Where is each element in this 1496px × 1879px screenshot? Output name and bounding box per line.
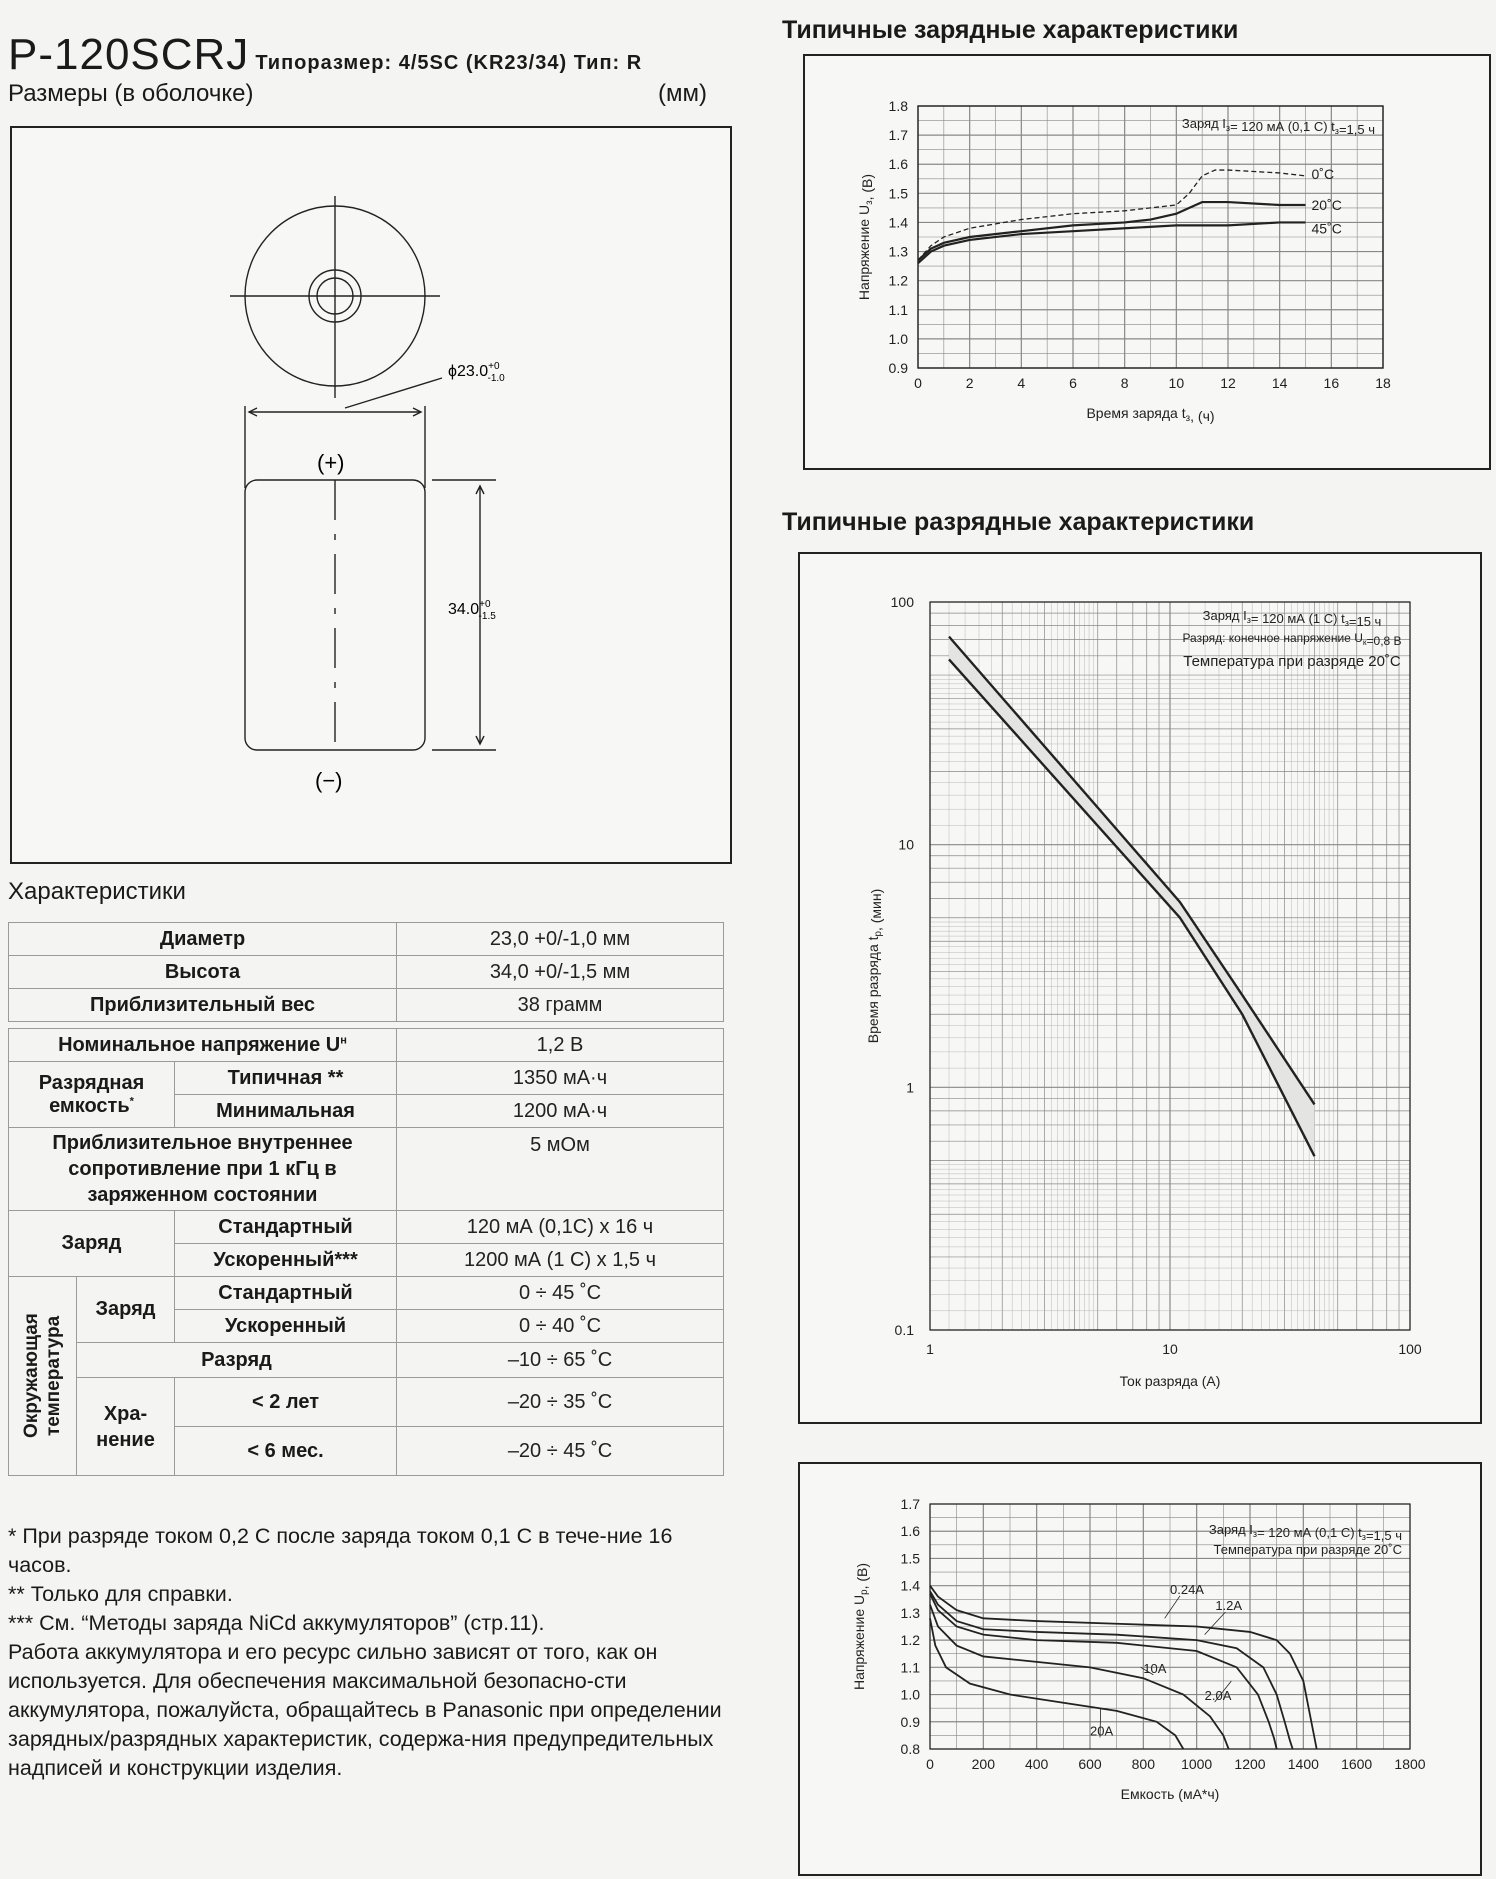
- series-label: 1.2A: [1215, 1598, 1243, 1614]
- model-subtitle: Типоразмер: 4/5SC (KR23/34) Тип: R: [255, 52, 643, 74]
- y-tick-label: 0.9: [900, 1713, 920, 1730]
- y-tick-label: 1.4: [888, 214, 908, 231]
- dimensions-label: Размеры (в оболочке): [8, 80, 254, 107]
- y-tick-label: 1.4: [900, 1577, 920, 1594]
- footnotes: [8, 1522, 728, 1783]
- units-label: (мм): [658, 80, 707, 107]
- chart-annotation: Температура при разряде 20˚С: [1213, 1542, 1402, 1557]
- discharge-voltage-chart-panel: [798, 1462, 1482, 1876]
- x-tick-label: 8: [1120, 375, 1129, 391]
- nominal-voltage-label: Номинальное напряжение $U^н$: [9, 1029, 397, 1062]
- y-tick-label: 1.6: [900, 1523, 920, 1540]
- series-label: 0.24A: [1170, 1581, 1204, 1597]
- footnote-1: * При разряде током 0,2 С после заряда током 0,1 С в тече-ние 16 часов.: [8, 1524, 673, 1577]
- x-tick-label: 0: [926, 1756, 934, 1772]
- storage-2y-value: –20 ÷ 35 ˚С: [397, 1378, 724, 1427]
- series-label: 20A: [1090, 1723, 1114, 1739]
- table-row: [9, 1128, 724, 1211]
- footnote-2: ** Только для справки.: [8, 1582, 233, 1606]
- y-tick-label: 1.1: [900, 1659, 920, 1676]
- y-tick-label: 0.8: [900, 1741, 920, 1757]
- ambient-discharge-value: –10 ÷ 65 ˚С: [397, 1343, 724, 1378]
- ambient-charge-std-label: Стандартный: [175, 1277, 397, 1310]
- capacity-label: Разрядная емкость*: [9, 1062, 175, 1128]
- y-tick-label: 1.2: [900, 1632, 920, 1649]
- chart-annotation: Заряд $I_з= 120$ мА (0,1 С) $t_з=1,5$ ч: [1181, 116, 1375, 137]
- discharge-time-chart-panel: [798, 552, 1482, 1424]
- y-axis-label: Напряжение $U_з$, (В): [856, 173, 875, 301]
- label-leader: [1205, 1612, 1226, 1635]
- charge-chart: [805, 56, 1489, 468]
- series-band: [949, 637, 1314, 1157]
- y-tick-label: 1.5: [900, 1550, 920, 1567]
- y-tick-label: 1.3: [888, 243, 908, 260]
- x-tick-label: 1400: [1287, 1756, 1319, 1772]
- resistance-value: 5 мОм: [397, 1128, 724, 1211]
- capacity-typical-label: Типичная **: [175, 1062, 397, 1095]
- plus-terminal-label: (+): [317, 450, 345, 475]
- capacity-typical-value: 1350 мА·ч: [397, 1062, 724, 1095]
- x-tick-label: 6: [1069, 375, 1077, 391]
- series-label: 0˚C: [1311, 165, 1335, 182]
- dimension-drawing: [10, 126, 732, 864]
- x-tick-label: 18: [1375, 375, 1391, 391]
- specs-title: Характеристики: [8, 878, 186, 905]
- y-tick-label: 1.8: [888, 98, 908, 114]
- ambient-storage-label: Хра-нение: [77, 1378, 175, 1476]
- x-tick-label: 0: [914, 375, 922, 391]
- table-row: [9, 1277, 724, 1310]
- series-label: 45˚C: [1311, 220, 1342, 237]
- chart-annotation: Заряд $I_з= 120$ мА (0,1 С) $t_з=1,5$ ч: [1208, 1522, 1402, 1543]
- diameter-label-cell: Диаметр: [9, 923, 397, 956]
- charge-standard-label: Стандартный: [175, 1211, 397, 1244]
- x-tick-label: 10: [1162, 1341, 1178, 1357]
- ambient-charge-fast-label: Ускоренный: [175, 1310, 397, 1343]
- x-tick-label: 100: [1398, 1341, 1422, 1357]
- capacity-min-value: 1200 мА·ч: [397, 1095, 724, 1128]
- minus-terminal-label: (−): [315, 768, 343, 793]
- series-line: [949, 659, 1314, 1156]
- table-row: [9, 956, 724, 989]
- x-tick-label: 1200: [1234, 1756, 1266, 1772]
- y-tick-label: 1.6: [888, 156, 908, 173]
- charge-label: Заряд: [9, 1211, 175, 1277]
- chart-annotation: Разряд: конечное напряжение $U_к=0,8$ В: [1182, 631, 1402, 648]
- charge-chart-panel: [803, 54, 1491, 470]
- chart-annotation: Температура при разряде 20˚С: [1183, 653, 1401, 670]
- table-row: [9, 989, 724, 1022]
- footnote-4: Работа аккумулятора и его ресурс сильно зависят от того, как он используется. Для обеспечения максимальной безопасно-сти аккумулятора, пожалуйста, обращайтесь в Panasonic при определении зарядных/разрядных характеристик, содержа-ния предупредительных надписей и конструкции изделия.: [8, 1640, 722, 1780]
- ambient-temperature-label: Окружающая температура: [9, 1277, 77, 1476]
- table-row: [9, 1343, 724, 1378]
- y-axis-label: Напряжение $U_р$, (В): [851, 1562, 870, 1691]
- weight-label: Приблизительный вес: [9, 989, 397, 1022]
- charge-fast-value: 1200 мА (1 С) х 1,5 ч: [397, 1244, 724, 1277]
- model-name: P-120SCRJ: [8, 30, 250, 79]
- y-tick-label: 1.7: [888, 127, 908, 144]
- weight-value: 38 грамм: [397, 989, 724, 1022]
- x-axis-label: Время заряда $t_з$, (ч): [1086, 405, 1215, 424]
- y-tick-label: 1.5: [888, 185, 908, 202]
- resistance-label: Приблизительное внутреннее сопротивление при 1 кГц в заряженном состоянии: [9, 1128, 397, 1211]
- x-tick-label: 2: [965, 375, 974, 391]
- x-tick-label: 14: [1271, 375, 1288, 391]
- diameter-value: 23,0 +0/-1,0 мм: [397, 923, 724, 956]
- y-tick-label: 1.1: [888, 301, 908, 318]
- x-tick-label: 400: [1024, 1756, 1049, 1772]
- height-label: $34.0^{+0}$ -1.5: [448, 599, 496, 622]
- height-label-cell: Высота: [9, 956, 397, 989]
- y-tick-label: 1.0: [900, 1686, 920, 1703]
- discharge-time-chart: [800, 554, 1480, 1422]
- x-tick-label: 10: [1168, 375, 1185, 391]
- charge-fast-label: Ускоренный***: [175, 1244, 397, 1277]
- series-label: 10A: [1143, 1660, 1167, 1676]
- capacity-min-label: Минимальная: [175, 1095, 397, 1128]
- series-label: 2.0A: [1204, 1688, 1232, 1703]
- y-tick-label: 1.0: [888, 330, 908, 347]
- diameter-label: $\phi 23.0^{+0}$ -1.0: [448, 361, 505, 384]
- y-tick-label: 10: [898, 836, 914, 853]
- nominal-voltage-value: 1,2 В: [397, 1029, 724, 1062]
- specs-table: [8, 922, 724, 1476]
- series-label: 20˚C: [1311, 196, 1342, 213]
- storage-2y-label: < 2 лет: [175, 1378, 397, 1427]
- charge-chart-title: Типичные зарядные характеристики: [782, 16, 1239, 44]
- storage-6m-label: < 6 мес.: [175, 1427, 397, 1476]
- footnote-3: *** См. “Методы заряда NiCd аккумуляторов” (стр.11).: [8, 1611, 545, 1635]
- table-row: [9, 923, 724, 956]
- ambient-charge-std-value: 0 ÷ 45 ˚С: [397, 1277, 724, 1310]
- x-tick-label: 16: [1323, 375, 1340, 391]
- table-row: [9, 1378, 724, 1427]
- table-row: [9, 1211, 724, 1244]
- table-row: [9, 1029, 724, 1062]
- x-tick-label: 1600: [1341, 1756, 1373, 1772]
- height-value: 34,0 +0/-1,5 мм: [397, 956, 724, 989]
- table-row: [9, 1062, 724, 1095]
- page-title: [8, 30, 642, 80]
- y-tick-label: 0.9: [888, 360, 908, 376]
- y-tick-label: 1.7: [900, 1496, 920, 1512]
- x-axis-label: Емкость (мА*ч): [1120, 1786, 1220, 1802]
- x-axis-label: Ток разряда (А): [1119, 1373, 1221, 1389]
- storage-6m-value: –20 ÷ 45 ˚С: [397, 1427, 724, 1476]
- discharge-voltage-chart: [800, 1464, 1480, 1874]
- y-tick-label: 1.2: [888, 272, 908, 289]
- y-tick-label: 1.3: [900, 1604, 920, 1621]
- y-tick-label: 1: [906, 1079, 914, 1096]
- y-tick-label: 0.1: [894, 1322, 914, 1338]
- battery-drawing-svg: [12, 128, 730, 862]
- ambient-charge-label: Заряд: [77, 1277, 175, 1343]
- x-tick-label: 4: [1017, 375, 1026, 391]
- x-tick-label: 1800: [1394, 1756, 1426, 1772]
- y-axis-label: Время разряда $t_р$, (мин): [865, 888, 884, 1044]
- ambient-charge-fast-value: 0 ÷ 40 ˚С: [397, 1310, 724, 1343]
- series-line: [918, 170, 1306, 260]
- chart-annotation: Заряд $I_з= 120$ мА (1 С) $t_з=15$ ч: [1202, 608, 1382, 629]
- charge-standard-value: 120 мА (0,1С) х 16 ч: [397, 1211, 724, 1244]
- x-tick-label: 1000: [1181, 1756, 1213, 1772]
- x-tick-label: 800: [1131, 1756, 1156, 1772]
- ambient-discharge-label: Разряд: [77, 1343, 397, 1378]
- x-tick-label: 600: [1078, 1756, 1102, 1772]
- series-line: [918, 222, 1306, 263]
- x-tick-label: 1: [926, 1341, 934, 1357]
- discharge-chart-title: Типичные разрядные характеристики: [782, 508, 1255, 536]
- x-tick-label: 12: [1220, 375, 1236, 391]
- x-tick-label: 200: [971, 1756, 996, 1772]
- series-line: [930, 1618, 1183, 1749]
- y-tick-label: 100: [890, 594, 914, 610]
